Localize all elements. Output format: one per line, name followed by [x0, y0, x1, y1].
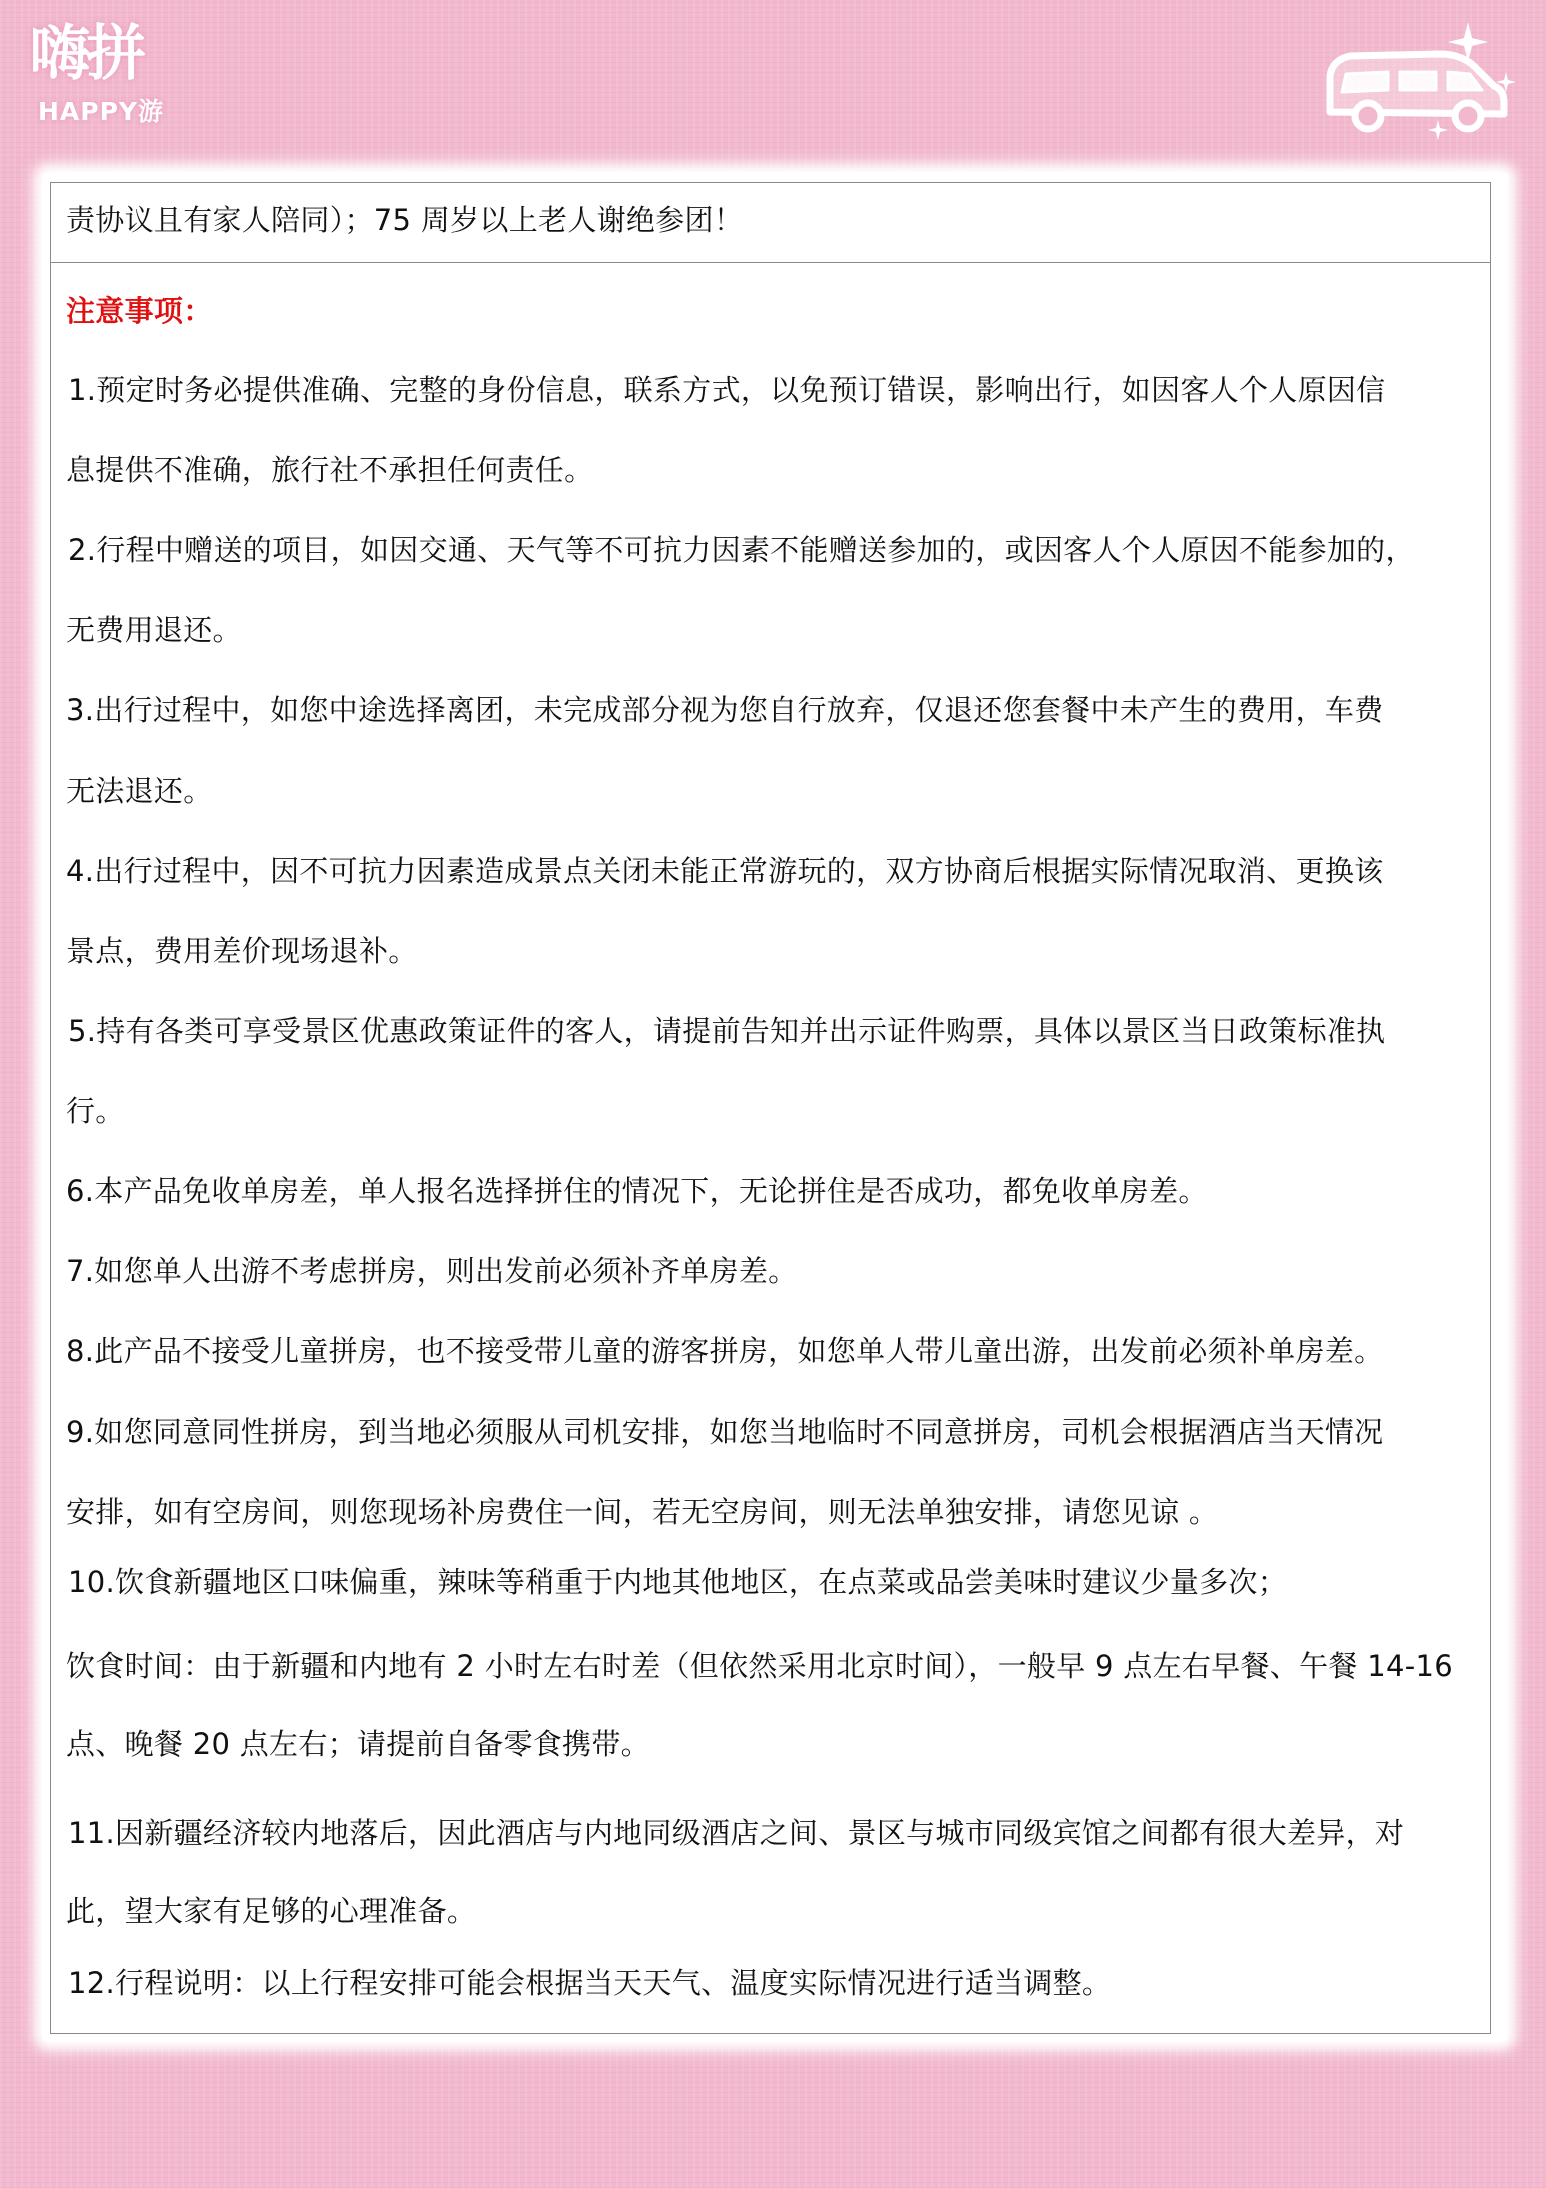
brand-logo	[30, 16, 240, 136]
notice-line: 7.如您单人出游不考虑拼房，则出发前必须补齐单房差。	[66, 1254, 798, 1288]
notice-line: 无法退还。	[66, 774, 213, 808]
notice-line: 5.持有各类可享受景区优惠政策证件的客人，请提前告知并出示证件购票，具体以景区当日政策标准执	[68, 1014, 1386, 1048]
notice-line: 3.出行过程中，如您中途选择离团，未完成部分视为您自行放弃，仅退还您套餐中未产生的费用，车费	[66, 693, 1384, 727]
notice-line: 无费用退还。	[66, 613, 242, 647]
van-icon	[1318, 20, 1518, 142]
notice-line: 饮食时间：由于新疆和内地有 2 小时左右时差（但依然采用北京时间），一般早 9 点左右早餐、午餐 14-16	[66, 1649, 1453, 1683]
notice-heading: 注意事项：	[66, 294, 213, 328]
logo-sub-text: HAPPY游	[38, 97, 165, 126]
notice-line: 此，望大家有足够的心理准备。	[66, 1894, 477, 1928]
notice-line: 9.如您同意同性拼房，到当地必须服从司机安排，如您当地临时不同意拼房，司机会根据酒店当天情况	[66, 1415, 1384, 1449]
notice-line: 10.饮食新疆地区口味偏重，辣味等稍重于内地其他地区，在点菜或品尝美味时建议少量多次；	[68, 1565, 1288, 1599]
notice-line: 点、晚餐 20 点左右；请提前自备零食携带。	[66, 1727, 650, 1761]
notice-line: 息提供不准确，旅行社不承担任何责任。	[66, 453, 594, 487]
notice-line: 4.出行过程中，因不可抗力因素造成景点关闭未能正常游玩的，双方协商后根据实际情况取消、更换该	[66, 854, 1384, 888]
logo-main-text: 嗨拼	[30, 19, 142, 89]
notice-line: 行。	[66, 1094, 125, 1128]
top-line-text: 责协议且有家人陪同）；75 周岁以上老人谢绝参团！	[66, 203, 744, 237]
table-divider	[50, 262, 1491, 263]
notice-line: 8.此产品不接受儿童拼房，也不接受带儿童的游客拼房，如您单人带儿童出游，出发前必须补单房差。	[66, 1334, 1384, 1368]
notice-line: 景点，费用差价现场退补。	[66, 934, 418, 968]
notice-line: 6.本产品免收单房差，单人报名选择拼住的情况下，无论拼住是否成功，都免收单房差。	[66, 1174, 1208, 1208]
notice-line: 安排，如有空房间，则您现场补房费住一间，若无空房间，则无法单独安排，请您见谅 。	[66, 1495, 1219, 1529]
notice-line: 11.因新疆经济较内地落后，因此酒店与内地同级酒店之间、景区与城市同级宾馆之间都有很大差异，对	[68, 1816, 1405, 1850]
notice-line: 1.预定时务必提供准确、完整的身份信息，联系方式，以免预订错误，影响出行，如因客人个人原因信	[68, 373, 1386, 407]
notice-line: 2.行程中赠送的项目，如因交通、天气等不可抗力因素不能赠送参加的，或因客人个人原因不能参加的，	[68, 533, 1415, 567]
notice-line: 12.行程说明：以上行程安排可能会根据当天天气、温度实际情况进行适当调整。	[68, 1966, 1112, 2000]
